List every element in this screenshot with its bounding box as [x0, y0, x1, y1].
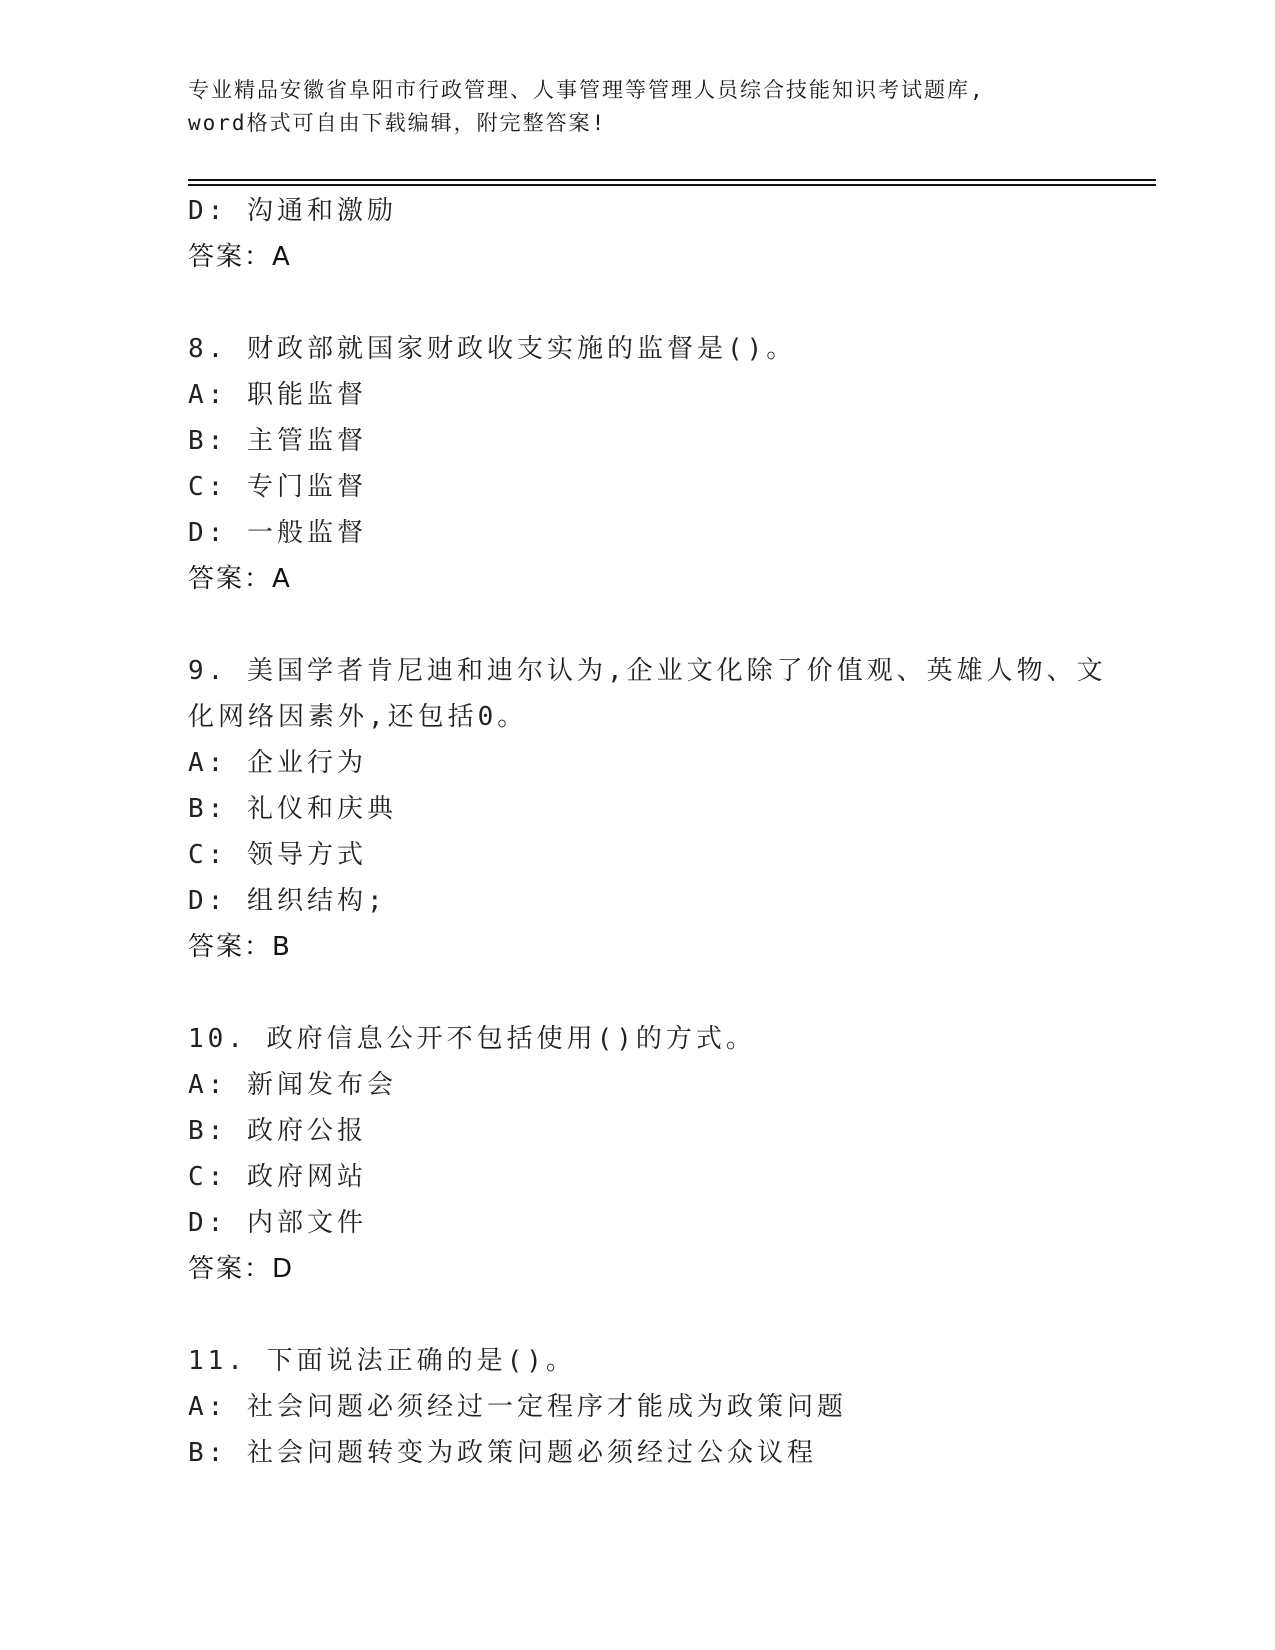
question-fragment [188, 188, 1088, 280]
question-gap [188, 970, 1088, 1016]
question-10 [188, 1016, 1088, 1292]
option-c: C: 专门监督 [188, 472, 367, 502]
option-c: C: 领导方式 [188, 840, 367, 870]
header-line-2: word格式可自由下载编辑，附完整答案! [188, 111, 607, 135]
option-a: A: 社会问题必须经过一定程序才能成为政策问题 [188, 1392, 847, 1422]
header-line-1: 专业精品安徽省阜阳市行政管理、人事管理等管理人员综合技能知识考试题库, [188, 78, 985, 102]
question-list [188, 188, 1107, 1476]
option-a: A: 企业行为 [188, 748, 367, 778]
question-stem-continued: 化网络因素外,还包括0。 [188, 702, 528, 732]
option-c: C: 政府网站 [188, 1162, 367, 1192]
option-b: B: 社会问题转变为政策问题必须经过公众议程 [188, 1438, 817, 1468]
option-b: B: 礼仪和庆典 [188, 794, 397, 824]
answer-line: 答案：A [188, 242, 292, 272]
question-stem: 9. 美国学者肯尼迪和迪尔认为,企业文化除了价值观、英雄人物、文 [188, 656, 1107, 686]
answer-line: 答案：B [188, 932, 292, 962]
question-stem: 10. 政府信息公开不包括使用()的方式。 [188, 1024, 756, 1054]
answer-line: 答案：A [188, 564, 292, 594]
question-8 [188, 326, 1088, 602]
option-a: A: 职能监督 [188, 380, 367, 410]
question-gap [188, 1292, 1088, 1338]
header-divider-bottom [188, 184, 1156, 186]
option-a: A: 新闻发布会 [188, 1070, 397, 1100]
question-11 [188, 1338, 1088, 1476]
question-gap [188, 602, 1088, 648]
document-header [188, 74, 1068, 140]
option-b: B: 主管监督 [188, 426, 367, 456]
question-stem: 8. 财政部就国家财政收支实施的监督是()。 [188, 334, 797, 364]
header-divider-top [188, 179, 1156, 181]
option-d: D: 内部文件 [188, 1208, 367, 1238]
question-stem: 11. 下面说法正确的是()。 [188, 1346, 576, 1376]
answer-line: 答案：D [188, 1254, 295, 1284]
option-b: B: 政府公报 [188, 1116, 367, 1146]
question-9 [188, 648, 1107, 970]
option-d: D: 一般监督 [188, 518, 367, 548]
option-d: D: 沟通和激励 [188, 196, 397, 226]
question-gap [188, 280, 1088, 326]
option-d: D: 组织结构; [188, 886, 387, 916]
